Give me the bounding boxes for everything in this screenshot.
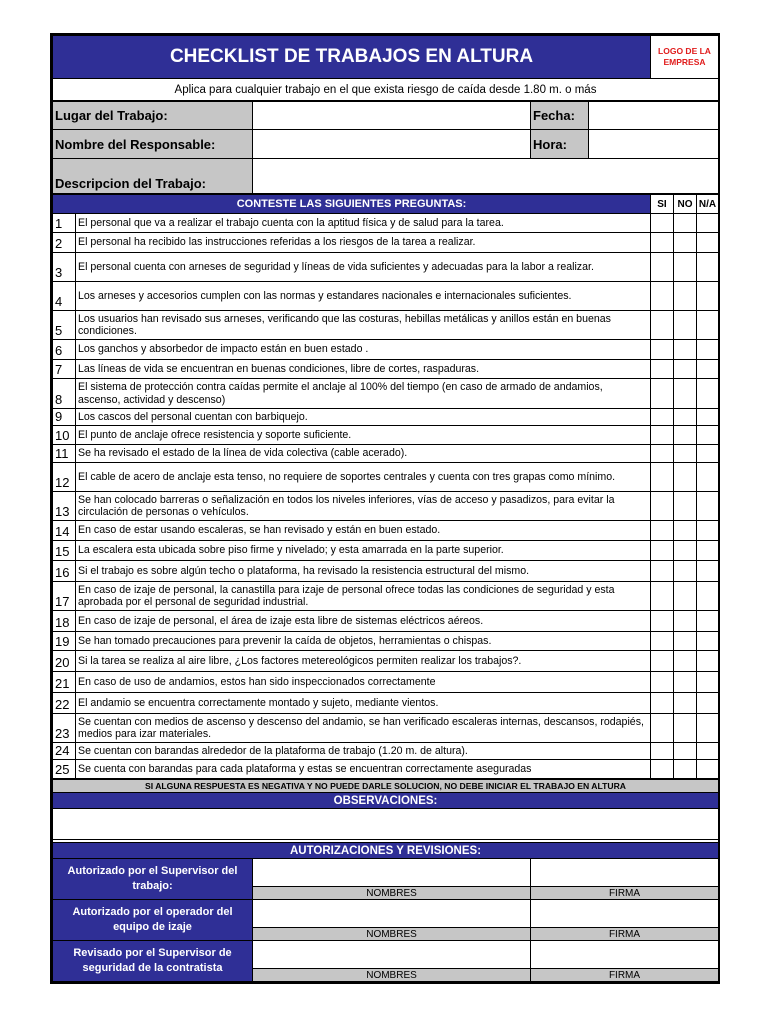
answer-na-cell[interactable] xyxy=(697,651,719,672)
answer-si-cell[interactable] xyxy=(651,521,674,541)
question-row xyxy=(53,541,719,561)
responsable-label: Nombre del Responsable: xyxy=(53,130,253,159)
answer-na-cell[interactable] xyxy=(697,253,719,282)
answer-na-cell[interactable] xyxy=(697,360,719,379)
answer-na-cell[interactable] xyxy=(697,521,719,541)
question-number: 18 xyxy=(53,611,76,632)
header-table xyxy=(52,35,719,101)
question-number: 24 xyxy=(53,743,76,760)
question-row xyxy=(53,445,719,463)
autorizaciones-header: AUTORIZACIONES Y REVISIONES: xyxy=(53,843,719,859)
answer-no-cell[interactable] xyxy=(674,632,697,651)
question-text: Se ha revisado el estado de la línea de vida colectiva (cable acerado). xyxy=(76,445,651,463)
question-row xyxy=(53,379,719,409)
answer-no-cell[interactable] xyxy=(674,340,697,360)
question-text: La escalera esta ubicada sobre piso firme y nivelado; y esta amarrada en la parte superior. xyxy=(76,541,651,561)
answer-no-cell[interactable] xyxy=(674,253,697,282)
answer-si-cell[interactable] xyxy=(651,311,674,340)
question-number: 5 xyxy=(53,311,76,340)
question-number: 22 xyxy=(53,693,76,714)
firma-caption: FIRMA xyxy=(531,969,719,982)
answer-si-cell[interactable] xyxy=(651,714,674,743)
question-number: 4 xyxy=(53,282,76,311)
auth-role-label xyxy=(53,859,253,900)
question-text: El cable de acero de anclaje esta tenso, no requiere de soportes centrales y cuenta con tres grapas como mínimo. xyxy=(76,463,651,492)
question-row xyxy=(53,521,719,541)
answer-si-cell[interactable] xyxy=(651,463,674,492)
answer-si-cell[interactable] xyxy=(651,632,674,651)
answer-na-cell[interactable] xyxy=(697,743,719,760)
descripcion-label: Descripcion del Trabajo: xyxy=(53,159,253,194)
question-number: 19 xyxy=(53,632,76,651)
answer-si-cell[interactable] xyxy=(651,693,674,714)
info-fields-table xyxy=(52,101,719,194)
answer-na-cell[interactable] xyxy=(697,409,719,426)
question-row xyxy=(53,672,719,693)
autorizaciones-list xyxy=(53,859,719,982)
auth-role-line-1: Revisado por el Supervisor de xyxy=(73,947,232,959)
question-number: 14 xyxy=(53,521,76,541)
answer-no-cell[interactable] xyxy=(674,672,697,693)
answer-si-cell[interactable] xyxy=(651,445,674,463)
si-column-header: SI xyxy=(651,195,674,214)
answer-si-cell[interactable] xyxy=(651,582,674,611)
question-text: El personal que va a realizar el trabajo cuenta con la aptitud física y de salud para la tarea. xyxy=(76,214,651,233)
question-row xyxy=(53,340,719,360)
question-text: Se cuenta con barandas para cada plataforma y estas se encuentran correctamente aseguradas xyxy=(76,760,651,779)
subtitle: Aplica para cualquier trabajo en el que exista riesgo de caída desde 1.80 m. o más xyxy=(53,79,719,101)
answer-no-cell[interactable] xyxy=(674,426,697,445)
answer-si-cell[interactable] xyxy=(651,651,674,672)
auth-role-label xyxy=(53,941,253,982)
question-text: Se han colocado barreras o señalización en todos los niveles inferiores, vías de acceso y pasadizos, para evitar la circulación de personas o vehículos. xyxy=(76,492,651,521)
question-row xyxy=(53,214,719,233)
answer-si-cell[interactable] xyxy=(651,379,674,409)
question-row xyxy=(53,714,719,743)
nombre-field[interactable] xyxy=(253,900,531,928)
question-row xyxy=(53,611,719,632)
descripcion-field[interactable] xyxy=(253,159,719,194)
answer-si-cell[interactable] xyxy=(651,340,674,360)
responsable-field[interactable] xyxy=(253,130,531,159)
logo-line-2: EMPRESA xyxy=(663,57,706,67)
answer-no-cell[interactable] xyxy=(674,521,697,541)
answer-no-cell[interactable] xyxy=(674,760,697,779)
answer-no-cell[interactable] xyxy=(674,233,697,253)
answer-no-cell[interactable] xyxy=(674,445,697,463)
answer-si-cell[interactable] xyxy=(651,233,674,253)
answer-si-cell[interactable] xyxy=(651,214,674,233)
nombres-caption: NOMBRES xyxy=(253,928,531,941)
auth-row xyxy=(53,900,719,928)
question-text: El personal ha recibido las instrucciones referidas a los riesgos de la tarea a realizar. xyxy=(76,233,651,253)
lugar-field[interactable] xyxy=(253,102,531,130)
question-text: Se han tomado precauciones para prevenir la caída de objetos, herramientas o chispas. xyxy=(76,632,651,651)
answer-no-cell[interactable] xyxy=(674,282,697,311)
na-column-header: N/A xyxy=(697,195,719,214)
question-row xyxy=(53,360,719,379)
auth-row xyxy=(53,941,719,969)
auth-role-line-2: equipo de izaje xyxy=(113,921,192,933)
answer-no-cell[interactable] xyxy=(674,743,697,760)
answer-no-cell[interactable] xyxy=(674,214,697,233)
answer-na-cell[interactable] xyxy=(697,632,719,651)
question-number: 12 xyxy=(53,463,76,492)
question-text: Se cuentan con medios de ascenso y descenso del andamio, se han verificado escaleras internas, descansos, rodapiés, medios para izar materiales. xyxy=(76,714,651,743)
answer-si-cell[interactable] xyxy=(651,672,674,693)
question-row xyxy=(53,463,719,492)
answer-no-cell[interactable] xyxy=(674,463,697,492)
auth-role-line-1: Autorizado por el Supervisor del xyxy=(67,865,238,877)
question-number: 8 xyxy=(53,379,76,409)
question-row xyxy=(53,409,719,426)
page-title: CHECKLIST DE TRABAJOS EN ALTURA xyxy=(53,36,651,79)
question-number: 13 xyxy=(53,492,76,521)
question-text: El andamio se encuentra correctamente montado y sujeto, mediante vientos. xyxy=(76,693,651,714)
company-logo-placeholder xyxy=(651,36,719,79)
auth-row xyxy=(53,859,719,887)
lugar-label: Lugar del Trabajo: xyxy=(53,102,253,130)
answer-na-cell[interactable] xyxy=(697,492,719,521)
question-row xyxy=(53,743,719,760)
answer-no-cell[interactable] xyxy=(674,409,697,426)
answer-na-cell[interactable] xyxy=(697,214,719,233)
answer-si-cell[interactable] xyxy=(651,253,674,282)
fecha-field[interactable] xyxy=(589,102,719,130)
question-text: Los usuarios han revisado sus arneses, verificando que las costuras, hebillas metálicas y anillos están en buenas condiciones. xyxy=(76,311,651,340)
auth-role-line-1: Autorizado por el operador del xyxy=(72,906,233,918)
firma-field[interactable] xyxy=(531,941,719,969)
firma-field[interactable] xyxy=(531,859,719,887)
question-row xyxy=(53,693,719,714)
firma-caption: FIRMA xyxy=(531,887,719,900)
question-text: Los arneses y accesorios cumplen con las normas y estandares nacionales e internacionales suficientes. xyxy=(76,282,651,311)
question-text: En caso de uso de andamios, estos han sido inspeccionados correctamente xyxy=(76,672,651,693)
answer-na-cell[interactable] xyxy=(697,672,719,693)
questions-header: CONTESTE LAS SIGUIENTES PREGUNTAS: xyxy=(53,195,651,214)
questions-table xyxy=(52,194,719,779)
question-text: Si el trabajo es sobre algún techo o plataforma, ha revisado la resistencia estructural del mismo. xyxy=(76,561,651,582)
question-number: 3 xyxy=(53,253,76,282)
question-row xyxy=(53,253,719,282)
answer-na-cell[interactable] xyxy=(697,233,719,253)
answer-na-cell[interactable] xyxy=(697,379,719,409)
answer-na-cell[interactable] xyxy=(697,541,719,561)
answer-na-cell[interactable] xyxy=(697,714,719,743)
answer-no-cell[interactable] xyxy=(674,714,697,743)
logo-line-1: LOGO DE LA xyxy=(658,46,711,56)
answer-no-cell[interactable] xyxy=(674,611,697,632)
answer-si-cell[interactable] xyxy=(651,492,674,521)
question-text: Si la tarea se realiza al aire libre, ¿Los factores metereológicos permiten realizar los trabajos?. xyxy=(76,651,651,672)
question-row xyxy=(53,561,719,582)
question-text: El punto de anclaje ofrece resistencia y soporte suficiente. xyxy=(76,426,651,445)
nombres-caption: NOMBRES xyxy=(253,887,531,900)
nombre-field[interactable] xyxy=(253,859,531,887)
question-number: 17 xyxy=(53,582,76,611)
question-number: 25 xyxy=(53,760,76,779)
question-number: 7 xyxy=(53,360,76,379)
answer-na-cell[interactable] xyxy=(697,582,719,611)
question-text: Las líneas de vida se encuentran en buenas condiciones, libre de cortes, raspaduras. xyxy=(76,360,651,379)
questions-list xyxy=(53,214,719,779)
checklist-sheet xyxy=(50,33,720,984)
answer-si-cell[interactable] xyxy=(651,282,674,311)
hora-field[interactable] xyxy=(589,130,719,159)
answer-na-cell[interactable] xyxy=(697,282,719,311)
firma-caption: FIRMA xyxy=(531,928,719,941)
question-text: El sistema de protección contra caídas permite el anclaje al 100% del tiempo (en caso de armado de andamios, ascenso, actividad y descenso) xyxy=(76,379,651,409)
question-row xyxy=(53,233,719,253)
question-number: 2 xyxy=(53,233,76,253)
answer-no-cell[interactable] xyxy=(674,379,697,409)
question-number: 20 xyxy=(53,651,76,672)
answer-na-cell[interactable] xyxy=(697,445,719,463)
answer-si-cell[interactable] xyxy=(651,360,674,379)
auth-role-line-2: trabajo: xyxy=(132,880,173,892)
answer-no-cell[interactable] xyxy=(674,582,697,611)
question-text: En caso de estar usando escaleras, se han revisado y están en buen estado. xyxy=(76,521,651,541)
firma-field[interactable] xyxy=(531,900,719,928)
question-number: 1 xyxy=(53,214,76,233)
answer-si-cell[interactable] xyxy=(651,760,674,779)
question-number: 10 xyxy=(53,426,76,445)
answer-no-cell[interactable] xyxy=(674,561,697,582)
answer-si-cell[interactable] xyxy=(651,541,674,561)
question-row xyxy=(53,282,719,311)
answer-na-cell[interactable] xyxy=(697,340,719,360)
answer-no-cell[interactable] xyxy=(674,360,697,379)
answer-na-cell[interactable] xyxy=(697,463,719,492)
answer-si-cell[interactable] xyxy=(651,409,674,426)
question-text: En caso de izaje de personal, el área de izaje esta libre de sistemas eléctricos aéreos. xyxy=(76,611,651,632)
answer-si-cell[interactable] xyxy=(651,426,674,445)
question-text: En caso de izaje de personal, la canastilla para izaje de personal ofrece todas las condiciones de seguridad y esta aprobada por el personal de seguridad industrial. xyxy=(76,582,651,611)
nombre-field[interactable] xyxy=(253,941,531,969)
question-text: Los ganchos y absorbedor de impacto están en buen estado . xyxy=(76,340,651,360)
answer-no-cell[interactable] xyxy=(674,541,697,561)
question-row xyxy=(53,651,719,672)
observaciones-header: OBSERVACIONES: xyxy=(53,793,719,809)
question-number: 15 xyxy=(53,541,76,561)
question-number: 23 xyxy=(53,714,76,743)
question-text: Los cascos del personal cuentan con barbiquejo. xyxy=(76,409,651,426)
question-text: Se cuentan con barandas alrededor de la plataforma de trabajo (1.20 m. de altura). xyxy=(76,743,651,760)
answer-si-cell[interactable] xyxy=(651,743,674,760)
question-number: 11 xyxy=(53,445,76,463)
answer-na-cell[interactable] xyxy=(697,561,719,582)
nombres-caption: NOMBRES xyxy=(253,969,531,982)
answer-no-cell[interactable] xyxy=(674,651,697,672)
answer-no-cell[interactable] xyxy=(674,311,697,340)
warning-banner: SI ALGUNA RESPUESTA ES NEGATIVA Y NO PUEDE DARLE SOLUCION, NO DEBE INICIAR EL TRABAJO EN ALTURA xyxy=(53,780,719,793)
answer-si-cell[interactable] xyxy=(651,611,674,632)
no-column-header: NO xyxy=(674,195,697,214)
answer-no-cell[interactable] xyxy=(674,693,697,714)
question-number: 9 xyxy=(53,409,76,426)
fecha-label: Fecha: xyxy=(531,102,589,130)
question-row xyxy=(53,426,719,445)
question-row xyxy=(53,311,719,340)
answer-no-cell[interactable] xyxy=(674,492,697,521)
auth-role-label xyxy=(53,900,253,941)
question-row xyxy=(53,582,719,611)
question-number: 16 xyxy=(53,561,76,582)
footer-table xyxy=(52,779,719,982)
question-row xyxy=(53,632,719,651)
question-row xyxy=(53,760,719,779)
answer-na-cell[interactable] xyxy=(697,693,719,714)
answer-si-cell[interactable] xyxy=(651,561,674,582)
answer-na-cell[interactable] xyxy=(697,426,719,445)
answer-na-cell[interactable] xyxy=(697,611,719,632)
answer-na-cell[interactable] xyxy=(697,760,719,779)
question-number: 6 xyxy=(53,340,76,360)
answer-na-cell[interactable] xyxy=(697,311,719,340)
auth-role-line-2: seguridad de la contratista xyxy=(82,962,223,974)
observaciones-field[interactable] xyxy=(53,809,719,840)
question-number: 21 xyxy=(53,672,76,693)
question-text: El personal cuenta con arneses de seguridad y líneas de vida suficientes y adecuadas para la labor a realizar. xyxy=(76,253,651,282)
hora-label: Hora: xyxy=(531,130,589,159)
question-row xyxy=(53,492,719,521)
